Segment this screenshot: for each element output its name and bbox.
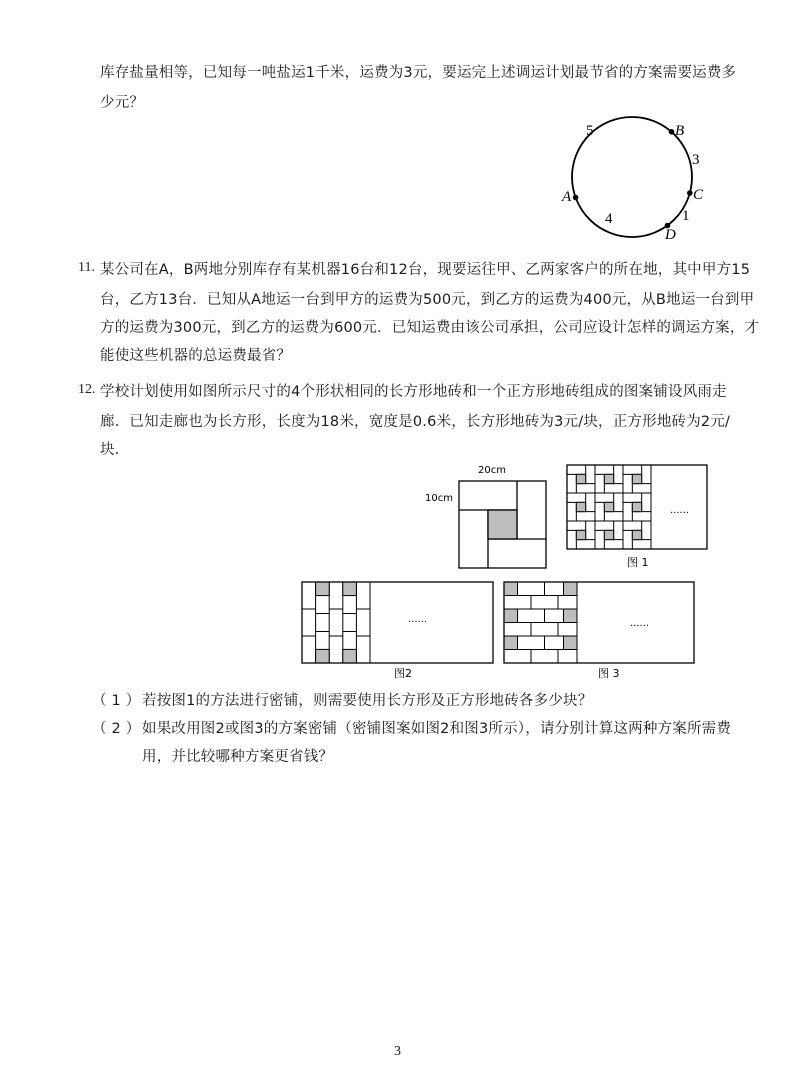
point-a-dot bbox=[573, 195, 579, 201]
square-tile bbox=[604, 502, 613, 511]
arc-label-cd: 1 bbox=[682, 208, 690, 224]
square-tile bbox=[576, 502, 585, 511]
square-tile bbox=[504, 609, 518, 623]
q12-number: 12. bbox=[78, 382, 96, 397]
square-tile bbox=[564, 582, 578, 596]
square-tile bbox=[564, 609, 578, 623]
sub1-number: （ 1 ） bbox=[92, 693, 141, 709]
square-tile bbox=[504, 636, 518, 650]
square-tile bbox=[504, 582, 518, 596]
square-tile bbox=[604, 474, 613, 483]
square-tile bbox=[488, 510, 517, 539]
intro-line-2: 少元？ bbox=[100, 95, 145, 111]
q11-number: 11. bbox=[78, 260, 95, 275]
square-tile bbox=[632, 474, 641, 483]
sub2-line-1: 如果改用图2或图3的方案密铺（密铺图案如图2和图3所示），请分别计算这两种方案所需费 bbox=[142, 721, 732, 737]
sub1-text: 若按图1的方法进行密铺，则需要使用长方形及正方形地砖各多少块？ bbox=[142, 693, 593, 709]
figure-3-caption: 图 3 bbox=[598, 667, 620, 680]
figure-1-dots: ...... bbox=[670, 505, 690, 516]
square-tile bbox=[316, 582, 330, 596]
point-d-label: D bbox=[665, 227, 676, 243]
figure-1 bbox=[565, 463, 711, 573]
q12-line-3: 块． bbox=[100, 442, 130, 458]
q12-line-1: 学校计划使用如图所示尺寸的4个形状相同的长方形地砖和一个正方形地砖组成的图案铺设风雨走 bbox=[100, 384, 727, 400]
square-tile bbox=[316, 649, 330, 663]
tile-unit-figure bbox=[420, 460, 555, 572]
q11-line-1: 某公司在A，B两地分别库存有某机器16台和12台，现要运往甲、乙两家客户的所在地，其中甲方15 bbox=[100, 262, 751, 278]
square-tile bbox=[343, 649, 357, 663]
figure-3-dots: ...... bbox=[630, 618, 650, 629]
tile-width-label: 20cm bbox=[478, 465, 506, 476]
square-tile bbox=[343, 582, 357, 596]
figure-3 bbox=[502, 580, 698, 680]
figure-2-dots: ...... bbox=[408, 614, 428, 625]
circle-figure bbox=[555, 115, 715, 245]
square-tile bbox=[632, 530, 641, 539]
intro-line-1: 库存盐量相等，已知每一吨盐运1千米，运费为3元，要运完上述调运计划最节省的方案需要运费多 bbox=[100, 65, 737, 81]
q11-line-3: 方的运费为300元，到乙方的运费为600元．已知运费由该公司承担，公司应设计怎样的调运方案，才 bbox=[100, 320, 760, 336]
square-tile bbox=[604, 530, 613, 539]
tile-height-label: 10cm bbox=[425, 493, 453, 504]
point-b-dot bbox=[669, 129, 675, 135]
square-tile bbox=[632, 502, 641, 511]
arc-label-ab: 5 bbox=[586, 123, 594, 139]
point-c-dot bbox=[687, 190, 693, 196]
point-a-label: A bbox=[562, 189, 572, 205]
square-tile bbox=[564, 636, 578, 650]
square-tile bbox=[576, 474, 585, 483]
q12-line-2: 廊．已知走廊也为长方形，长度为18米，宽度是0.6米，长方形地砖为3元/块，正方形地砖为2元/ bbox=[100, 414, 731, 430]
point-b-label: B bbox=[675, 123, 685, 139]
square-tile bbox=[576, 530, 585, 539]
q11-line-2: 台，乙方13台．已知从A地运一台到甲方的运费为500元，到乙方的运费为400元，从B地运一台到甲 bbox=[100, 292, 755, 308]
point-c-label: C bbox=[693, 187, 704, 203]
sub2-line-2: 用，并比较哪种方案更省钱？ bbox=[142, 749, 334, 765]
arc-label-bc: 3 bbox=[692, 152, 700, 168]
sub2-number: （ 2 ） bbox=[92, 721, 141, 737]
figure-2 bbox=[300, 580, 496, 680]
q11-line-4: 能使这些机器的总运费最省？ bbox=[100, 348, 292, 364]
figure-1-caption: 图 1 bbox=[627, 556, 649, 569]
arc-label-da: 4 bbox=[605, 211, 613, 227]
page-number: 3 bbox=[394, 1044, 401, 1059]
figure-2-caption: 图2 bbox=[394, 667, 412, 680]
